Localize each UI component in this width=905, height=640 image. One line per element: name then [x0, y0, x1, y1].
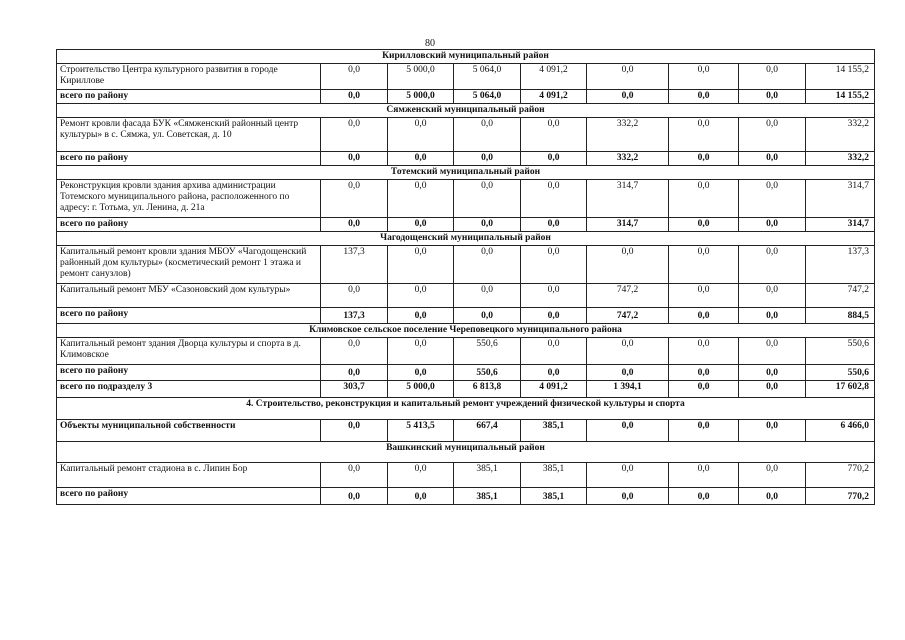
total-row: [57, 90, 875, 104]
value-cell: 0,0: [521, 152, 587, 166]
value-cell: 0,0: [321, 118, 388, 152]
value-cell: 0,0: [587, 246, 669, 284]
total-cell: 17 602,8: [806, 381, 875, 398]
section-header-row: [57, 166, 875, 180]
value-cell: 0,0: [669, 218, 739, 232]
value-cell: 0,0: [388, 218, 454, 232]
value-cell: 4 091,2: [521, 64, 587, 90]
section-title: Климовское сельское поселение Череповецкого муниципального района: [57, 324, 875, 338]
value-cell: 0,0: [388, 365, 454, 381]
value-cell: 0,0: [739, 338, 806, 365]
value-cell: 0,0: [669, 246, 739, 284]
row-label: всего по району: [57, 488, 321, 505]
value-cell: 0,0: [521, 180, 587, 218]
value-cell: 0,0: [739, 488, 806, 505]
value-cell: 137,3: [321, 308, 388, 324]
total-cell: 137,3: [806, 246, 875, 284]
section-title: Вашкинский муниципальный район: [57, 442, 875, 463]
value-cell: 5 000,0: [388, 90, 454, 104]
row-label: Капитальный ремонт кровли здания МБОУ «Чагодощенский районный дом культуры» (косметический ремонт 1 этажа и ремонт санузлов): [57, 246, 321, 284]
value-cell: 0,0: [388, 308, 454, 324]
row-label: всего по району: [57, 218, 321, 232]
value-cell: 0,0: [454, 218, 521, 232]
value-cell: 0,0: [521, 365, 587, 381]
value-cell: 0,0: [521, 246, 587, 284]
total-cell: 550,6: [806, 365, 875, 381]
value-cell: 385,1: [521, 488, 587, 505]
value-cell: 0,0: [321, 152, 388, 166]
value-cell: 0,0: [454, 246, 521, 284]
row-label: всего по району: [57, 90, 321, 104]
total-cell: 14 155,2: [806, 90, 875, 104]
value-cell: 0,0: [321, 180, 388, 218]
row-label: Капитальный ремонт МБУ «Сазоновский дом культуры»: [57, 284, 321, 308]
row-label: Реконструкция кровли здания архива администрации Тотемского муниципального района, расположенного по адресу: г. Тотьма, ул. Ленина, д. 21а: [57, 180, 321, 218]
value-cell: 0,0: [739, 90, 806, 104]
value-cell: 0,0: [669, 308, 739, 324]
subsection-total-row: [57, 420, 875, 442]
value-cell: 0,0: [388, 284, 454, 308]
value-cell: 0,0: [669, 64, 739, 90]
section-title: Кирилловский муниципальный район: [57, 50, 875, 64]
value-cell: 0,0: [321, 64, 388, 90]
row-label: Объекты муниципальной собственности: [57, 420, 321, 442]
budget-table: [56, 49, 875, 505]
value-cell: 0,0: [388, 180, 454, 218]
value-cell: 0,0: [669, 365, 739, 381]
row-label: Строительство Центра культурного развития в городе Кириллове: [57, 64, 321, 90]
section-header-row: [57, 50, 875, 64]
value-cell: 0,0: [669, 284, 739, 308]
value-cell: 0,0: [739, 218, 806, 232]
total-cell: 884,5: [806, 308, 875, 324]
total-cell: 14 155,2: [806, 64, 875, 90]
total-cell: 332,2: [806, 152, 875, 166]
value-cell: 0,0: [521, 118, 587, 152]
value-cell: 314,7: [587, 180, 669, 218]
total-cell: 747,2: [806, 284, 875, 308]
table-row: [57, 338, 875, 365]
total-cell: 550,6: [806, 338, 875, 365]
page-number: 80: [425, 38, 435, 49]
row-label: Капитальный ремонт стадиона в с. Липин Бор: [57, 463, 321, 488]
value-cell: 0,0: [669, 152, 739, 166]
value-cell: 0,0: [669, 381, 739, 398]
table-row: [57, 284, 875, 308]
value-cell: 0,0: [739, 420, 806, 442]
section-header-row: [57, 442, 875, 463]
section-header-row: [57, 232, 875, 246]
row-label: всего по району: [57, 152, 321, 166]
value-cell: 0,0: [388, 152, 454, 166]
value-cell: 0,0: [321, 218, 388, 232]
value-cell: 0,0: [521, 308, 587, 324]
value-cell: 0,0: [321, 420, 388, 442]
row-label: всего по району: [57, 308, 321, 324]
table-row: [57, 180, 875, 218]
total-row: [57, 488, 875, 505]
value-cell: 0,0: [587, 463, 669, 488]
section-header-row: [57, 324, 875, 338]
value-cell: 0,0: [669, 338, 739, 365]
value-cell: 0,0: [454, 118, 521, 152]
row-label: всего по району: [57, 365, 321, 381]
value-cell: 0,0: [587, 338, 669, 365]
total-row: [57, 308, 875, 324]
value-cell: 303,7: [321, 381, 388, 398]
value-cell: 5 000,0: [388, 381, 454, 398]
table-row: [57, 118, 875, 152]
value-cell: 0,0: [587, 64, 669, 90]
value-cell: 6 813,8: [454, 381, 521, 398]
value-cell: 0,0: [454, 180, 521, 218]
value-cell: 0,0: [321, 90, 388, 104]
total-cell: 314,7: [806, 180, 875, 218]
table-row: [57, 246, 875, 284]
section-header-row: [57, 104, 875, 118]
section-title: 4. Строительство, реконструкция и капитальный ремонт учреждений физической культуры и спорта: [57, 398, 875, 420]
total-cell: 6 466,0: [806, 420, 875, 442]
subsection-total-row: [57, 381, 875, 398]
value-cell: 550,6: [454, 365, 521, 381]
value-cell: 0,0: [454, 152, 521, 166]
value-cell: 0,0: [321, 365, 388, 381]
value-cell: 747,2: [587, 308, 669, 324]
value-cell: 0,0: [521, 218, 587, 232]
value-cell: 0,0: [388, 488, 454, 505]
value-cell: 0,0: [321, 488, 388, 505]
value-cell: 385,1: [454, 488, 521, 505]
value-cell: 0,0: [669, 488, 739, 505]
value-cell: 0,0: [739, 246, 806, 284]
value-cell: 0,0: [388, 118, 454, 152]
row-label: всего по подразделу 3: [57, 381, 321, 398]
value-cell: 0,0: [739, 463, 806, 488]
table-row: [57, 463, 875, 488]
value-cell: 0,0: [587, 420, 669, 442]
section-title: Чагодощенский муниципальный район: [57, 232, 875, 246]
section-title: Сямженский муниципальный район: [57, 104, 875, 118]
value-cell: 385,1: [454, 463, 521, 488]
value-cell: 0,0: [587, 488, 669, 505]
value-cell: 0,0: [454, 308, 521, 324]
value-cell: 0,0: [388, 463, 454, 488]
value-cell: 5 413,5: [388, 420, 454, 442]
value-cell: 550,6: [454, 338, 521, 365]
value-cell: 0,0: [739, 381, 806, 398]
value-cell: 0,0: [739, 365, 806, 381]
section-header-row: [57, 398, 875, 420]
value-cell: 0,0: [521, 338, 587, 365]
value-cell: 0,0: [739, 180, 806, 218]
value-cell: 0,0: [669, 118, 739, 152]
total-cell: 332,2: [806, 118, 875, 152]
value-cell: 332,2: [587, 152, 669, 166]
value-cell: 0,0: [739, 284, 806, 308]
table-row: [57, 64, 875, 90]
value-cell: 0,0: [321, 463, 388, 488]
value-cell: 0,0: [669, 90, 739, 104]
value-cell: 4 091,2: [521, 381, 587, 398]
value-cell: 0,0: [587, 90, 669, 104]
value-cell: 1 394,1: [587, 381, 669, 398]
value-cell: 5 000,0: [388, 64, 454, 90]
section-title: Тотемский муниципальный район: [57, 166, 875, 180]
total-row: [57, 218, 875, 232]
value-cell: 0,0: [388, 246, 454, 284]
value-cell: 0,0: [669, 180, 739, 218]
value-cell: 0,0: [454, 284, 521, 308]
row-label: Ремонт кровли фасада БУК «Сямженский районный центр культуры» в с. Сямжа, ул. Советская, д. 10: [57, 118, 321, 152]
value-cell: 385,1: [521, 420, 587, 442]
value-cell: 0,0: [388, 338, 454, 365]
value-cell: 5 064,0: [454, 90, 521, 104]
value-cell: 0,0: [321, 338, 388, 365]
value-cell: 4 091,2: [521, 90, 587, 104]
value-cell: 137,3: [321, 246, 388, 284]
value-cell: 0,0: [587, 365, 669, 381]
value-cell: 0,0: [321, 284, 388, 308]
total-row: [57, 365, 875, 381]
value-cell: 0,0: [739, 64, 806, 90]
row-label: Капитальный ремонт здания Дворца культуры и спорта в д. Климовское: [57, 338, 321, 365]
value-cell: 5 064,0: [454, 64, 521, 90]
value-cell: 0,0: [669, 463, 739, 488]
total-row: [57, 152, 875, 166]
value-cell: 314,7: [587, 218, 669, 232]
value-cell: 667,4: [454, 420, 521, 442]
total-cell: 314,7: [806, 218, 875, 232]
value-cell: 385,1: [521, 463, 587, 488]
value-cell: 0,0: [669, 420, 739, 442]
value-cell: 0,0: [739, 118, 806, 152]
total-cell: 770,2: [806, 488, 875, 505]
value-cell: 0,0: [739, 152, 806, 166]
value-cell: 0,0: [739, 308, 806, 324]
total-cell: 770,2: [806, 463, 875, 488]
value-cell: 332,2: [587, 118, 669, 152]
value-cell: 0,0: [521, 284, 587, 308]
value-cell: 747,2: [587, 284, 669, 308]
